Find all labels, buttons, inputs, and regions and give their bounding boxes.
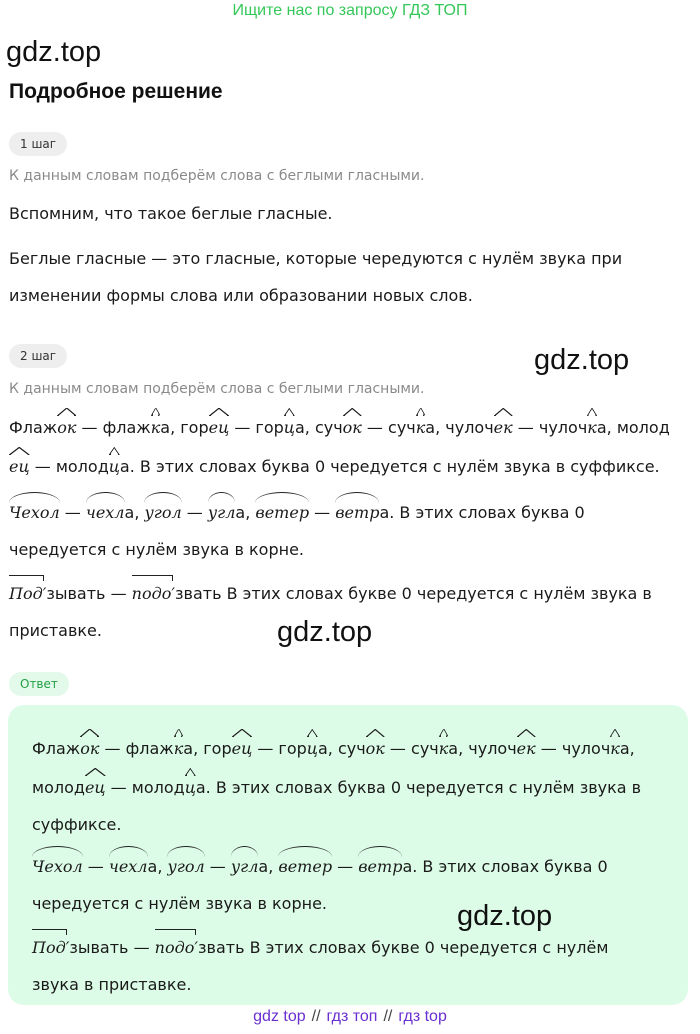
- page-title: Подробное решение: [9, 80, 223, 103]
- step-1-badge: 1 шаг: [9, 132, 67, 156]
- answer-box: [8, 705, 688, 1005]
- definition-line-2: изменении формы слова или образовании новых слов.: [9, 286, 473, 305]
- watermark-1: gdz.top: [534, 344, 630, 376]
- footer-separator: //: [311, 1008, 321, 1025]
- answer-prefix-paragraph: [32, 929, 672, 1003]
- answer-prefix-line-1: Под′зывать — подо′звать В этих словах букве 0 чередуется с нулём: [32, 929, 672, 966]
- answer-root-line-1: Чехол — чехла, угол — угла, ветер — ветра. В этих словах буква 0: [32, 848, 672, 885]
- footer-link-gdz-top[interactable]: gdz top: [253, 1008, 306, 1025]
- search-banner: Ищите нас по запросу ГДЗ ТОП: [232, 2, 468, 19]
- answer-suffix-line-2: молодец — молодца. В этих словах буква 0 чередуется с нулём звука в: [32, 767, 672, 806]
- step-1-definition: [9, 240, 681, 314]
- answer-suffix-line-3: суффиксе.: [32, 815, 122, 834]
- suffix-line-2: ец — молодца. В этих словах буква 0 чередуется с нулём звука в суффиксе.: [9, 446, 681, 485]
- step-2-note: К данным словам подберём слова с беглыми гласными.: [9, 381, 425, 397]
- site-logo[interactable]: gdz.top: [6, 36, 102, 68]
- answer-prefix-line-2: звука в приставке.: [32, 975, 192, 994]
- answer-suffix-line-1: Флажок — флажка, горец — горца, сучок — сучка, чулочек — чулочка,: [32, 728, 672, 767]
- answer-root-line-2: чередуется с нулём звука в корне.: [32, 894, 328, 913]
- watermark-3: gdz.top: [457, 900, 553, 932]
- root-line-2: чередуется с нулём звука в корне.: [9, 540, 305, 559]
- suffix-line-1: Флажок — флажка, горец — горца, сучок — сучка, чулочек — чулочка, молод: [9, 407, 681, 446]
- answer-suffix-paragraph: [32, 728, 672, 843]
- answer-badge: Ответ: [9, 672, 69, 696]
- suffix-paragraph: [9, 407, 681, 485]
- root-paragraph: [9, 494, 681, 568]
- prefix-line-2: приставке.: [9, 621, 102, 640]
- definition-line-1: Беглые гласные — это гласные, которые чередуются с нулём звука при: [9, 249, 623, 268]
- root-line-1: Чехол — чехла, угол — угла, ветер — ветра. В этих словах буква 0: [9, 494, 681, 531]
- answer-root-paragraph: [32, 848, 672, 922]
- footer-separator: //: [383, 1008, 393, 1025]
- step-1-text: Вспомним, что такое беглые гласные.: [9, 204, 333, 223]
- footer-link-gdz-top-mixed[interactable]: гдз top: [398, 1008, 447, 1025]
- step-2-badge: 2 шаг: [9, 344, 67, 368]
- step-1-note: К данным словам подберём слова с беглыми гласными.: [9, 168, 425, 184]
- prefix-line-1: Под′зывать — подо′звать В этих словах букве 0 чередуется с нулём звука в: [9, 575, 681, 612]
- watermark-2: gdz.top: [277, 616, 373, 648]
- footer-link-gdz-top-ru[interactable]: гдз топ: [326, 1008, 378, 1025]
- footer-links: [0, 1008, 700, 1026]
